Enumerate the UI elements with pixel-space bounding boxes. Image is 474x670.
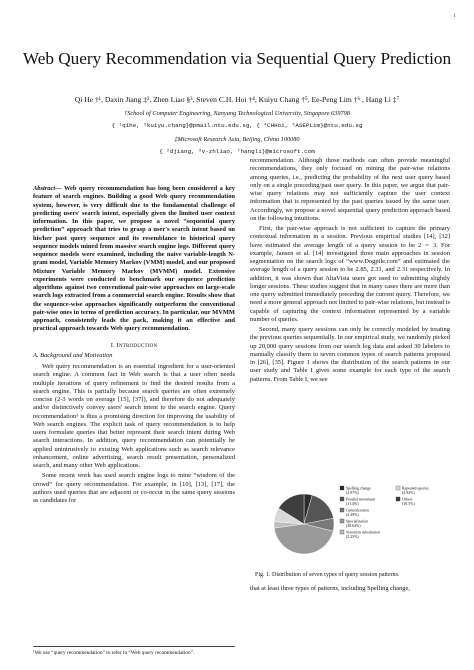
footnote: ¹We use “query recommendation” to refer to “Web query recommendation”. xyxy=(33,646,235,656)
legend-swatch xyxy=(340,519,344,523)
legend-swatch xyxy=(396,497,400,501)
abstract-text: — Web query recommendation has long been considered a key feature of search engines. Building a good Web query recommendation system, however, is very difficult due to the fundamental challenge of predicting users' search intent, especially given the limited user context information. In this paper, we propose a novel “sequential query prediction” approach that tries to grasp a user's search intent based on his/her past query sequence and its resemblance to historical query sequence models mined from massive search engine logs. Different query sequence models were examined, including the naive variable-length N-gram model, Variable Memory Markov (VMM) model, and our proposed Mixture Variable Memory Markov (MVMM) model. Extensive experiments were conducted to benchmark our sequence prediction algorithms against two conventional pair-wise approaches on large-scale search logs extracted from a commercial search engine. Results show that the sequence-wise approaches significantly outperform the conventional pair-wise ones in terms of prediction accuracy. In particular, our MVMM approach, consistently leads the pack, making it an effective and practical approach towards Web query recommendation. xyxy=(33,185,235,333)
legend-swatch xyxy=(340,486,344,490)
legend-label: (28.64%) xyxy=(346,524,361,529)
legend-label: (2.87%) xyxy=(346,491,359,496)
legend-label: (2.25%) xyxy=(346,535,359,540)
left-column xyxy=(33,185,235,505)
right-paragraph-1: recommendation. Although those methods can often provide meaningful recommendations, they only focused on mining the pair-wise relations among queries, i.e., predicting the probability of the next user query based only on a single preceding/past user query. In this paper, we argue that pair-wise query relations may not sufficiently capture the user context information that is represented by the past queries issued by the same user. Accordingly, we propose a novel sequential query prediction approach based on the following intuitions. xyxy=(250,157,450,222)
legend-label: Others xyxy=(402,497,413,502)
legend-label: Specialization xyxy=(346,519,369,524)
section-heading-introduction: I. Introduction xyxy=(110,341,158,349)
legend-label: Parallel movement xyxy=(346,497,376,502)
chart-legend xyxy=(340,486,429,539)
legend-label: Spelling change xyxy=(346,486,371,491)
intro-paragraph-1: Web query recommendation is an essential ingredient for a user-oriented search engine. A common fact in Web search is that a user often needs multiple iterations of query refinement to find the desired results from a search engine. This is partially because search queries are often extremely concise (2-3 words on average [15], [37]), and therefore do not adequately and/or distinctively convey users' search intent to the search engine. Query recommendation¹ is thus a promising direction for improving the usability of Web search engines. The explicit task of query recommendation is to help users formulate queries that better represent their search intent during Web search interactions. In addition, query recommendation can potentially be applied unintrusively to existing Web applications such as search relevance enhancement, online advertising, search result presentation, personalized search, and many other Web applications. xyxy=(33,363,235,469)
legend-label: Synonym substitution xyxy=(346,530,381,535)
intro-paragraph-2: Some recent work has used search engine logs to mine “wisdom of the crowd” for query recommendation. For example, in [10], [13], [17], the authors used queries that are adjacent or co-occur in the same query sessions as candidates for xyxy=(33,472,235,504)
subsection-heading-background: A. Background and Motivation xyxy=(33,351,113,359)
legend-swatch xyxy=(340,508,344,512)
right-column-bottom-text: that at least three types of patterns, including Spelling change, xyxy=(250,585,410,592)
paper-title: Web Query Recommendation via Sequential Query Prediction xyxy=(22,49,452,68)
legend-label: (11.4%) xyxy=(346,502,359,507)
legend-label: (10.5%) xyxy=(402,502,415,507)
legend-label: Generalization xyxy=(346,508,369,513)
right-paragraph-3: Second, many query sessions can only be correctly modeled by treating the previous queries sequentially. In our empirical study, we randomly picked up 20,000 query sessions from our search log data and asked 30 labelers to manually classify them to seven common types of search patterns proposed in [26], [35]. Figure 1 shows the distribution of the search patterns in our user study and Table I gives some example for each type of the search patterns. From Table I, we see xyxy=(250,326,450,383)
affiliation-ntu: †School of Computer Engineering, Nanyang Technological University, Singapore 639798 xyxy=(124,110,350,117)
legend-swatch xyxy=(396,486,400,490)
email-ntu: { ¹qihe, ⁵kuiyu.chang}@pmail.ntu.edu.sg, { ⁴CHHoi, ⁶ASEPLim}@ntu.edu.sg xyxy=(111,122,363,129)
author-list: Qi He †¹, Daxin Jiang ‡², Zhen Liao §³, Steven C.H. Hoi †⁴, Kuiyu Chang †⁵, Ee-Peng Lim †⁶ , Hang Li ‡⁷ xyxy=(74,95,400,104)
figure-caption: Fig. 1. Distribution of seven types of query session patterns. xyxy=(255,572,400,578)
right-paragraph-2: First, the pair-wise approach is not sufficient to capture the primary contextual information in a session. Previous empirical studies [14], [32] have estimated the average length of a query session to be 2 ∼ 3. For example, Jansen et al. [14] investigated three main approaches in session segmentation on the search logs of “www.Dogpile.com” and estimated the average length of a query session to be 2.85, 2.31, and 2.31 respectively. In addition, it was shown that AltaVista users got used to submitting slightly longer sessions. These studies suggest that in many cases there are more than one query submitted immediately preceding the current query. Therefore, we need a more general approach not limited to pair-wise relations, but instead is capable of capturing the context information represented by a variable number of queries. xyxy=(250,225,450,323)
abstract xyxy=(33,185,235,334)
page-number: 1 xyxy=(453,14,456,19)
legend-swatch xyxy=(340,497,344,501)
affiliation-msra: ‡Microsoft Research Asia, Beijing, China 100080 xyxy=(174,136,300,143)
right-column xyxy=(250,157,450,384)
abstract-label: Abstract xyxy=(33,185,56,192)
legend-label: Repeated queries xyxy=(402,486,429,491)
legend-label: (4.49%) xyxy=(346,513,359,518)
legend-label: (4.92%) xyxy=(402,491,415,496)
email-msra: { ²djiang, ³v-zhliao, ⁷hangli}@microsoft.com xyxy=(159,148,315,155)
pie-chart xyxy=(274,494,334,554)
pie-chart-figure xyxy=(268,480,444,568)
legend-swatch xyxy=(340,530,344,534)
